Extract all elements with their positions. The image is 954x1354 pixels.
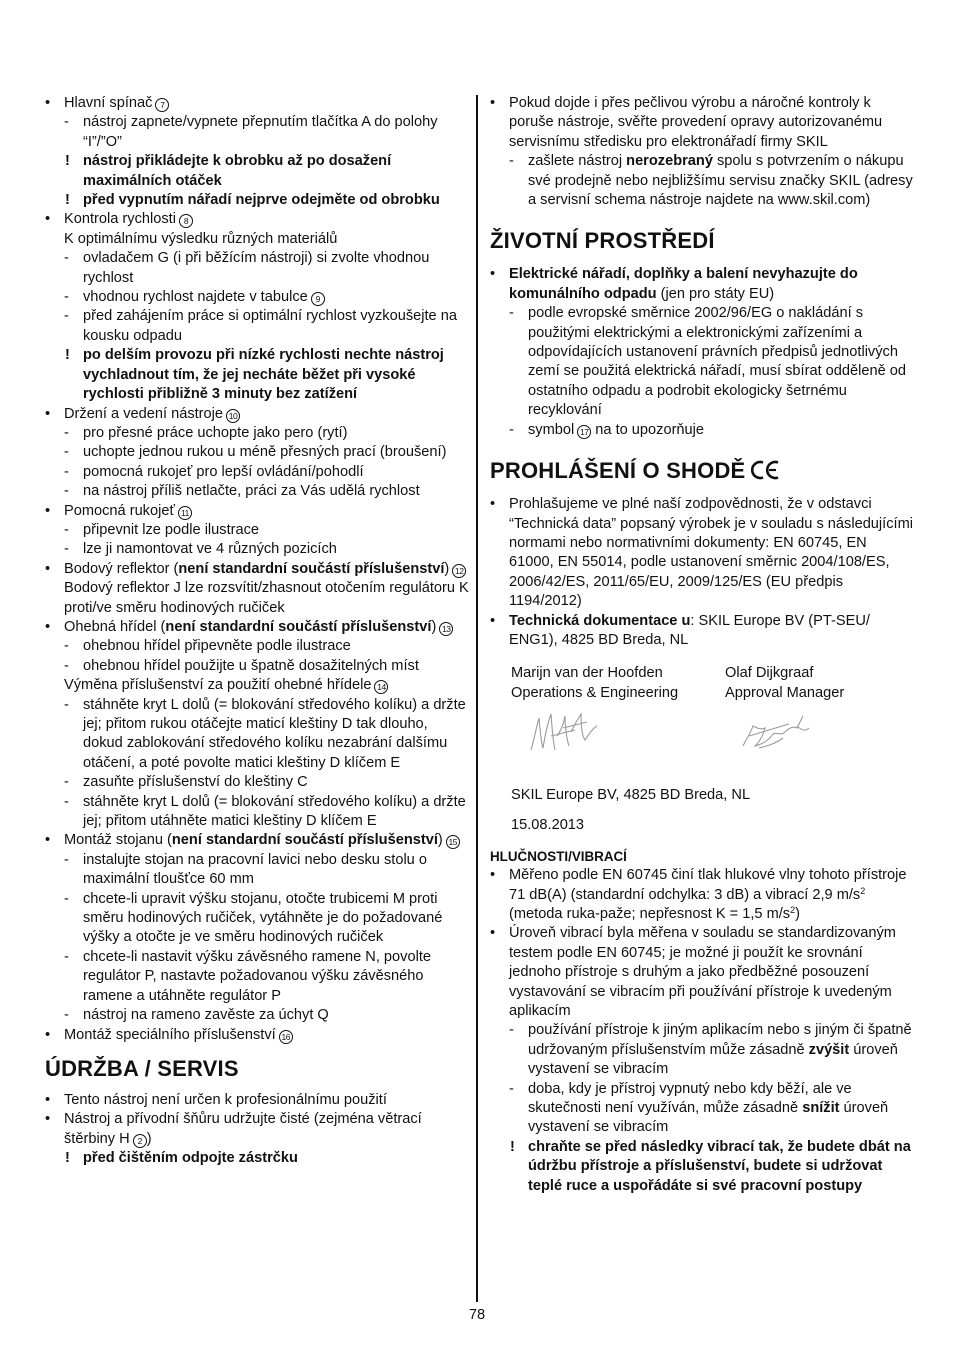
- item-text: symbol: [528, 421, 575, 438]
- list-item-bul: [45, 210, 470, 229]
- signatory-1: [511, 664, 731, 768]
- item-text: stáhněte kryt L dolů (= blokování středového kolíku) a držte jej; přitom utáhněte matici kleštiny D klíčem E: [83, 793, 466, 830]
- list-item-warn: [64, 152, 470, 191]
- item-text: Držení a vedení nástroje: [64, 405, 223, 422]
- item-bold-text: Technická dokumentace u: [509, 612, 691, 629]
- signatory-role: Operations & Engineering: [511, 684, 679, 701]
- list-item-sub: [64, 288, 470, 307]
- signature-2-icon: [737, 706, 817, 762]
- list-item-sub: [64, 307, 470, 346]
- list-item-bul: [45, 405, 470, 424]
- reference-number-icon: 15: [446, 835, 460, 849]
- item-text: Ohebná hřídel (: [64, 618, 166, 635]
- item-text: chcete-li nastavit výšku závěsného ramene N, povolte regulátor P, nastavte požadovanou výšku závěsného ramene a utáhněte regulátor P: [83, 948, 431, 1004]
- item-text: před čištěním odpojte zástrčku: [83, 1150, 298, 1167]
- page-number: 78: [468, 1307, 486, 1323]
- item-text: úroveň vystavení se vibracím: [528, 1100, 889, 1136]
- reference-number-icon: 9: [311, 292, 325, 306]
- reference-number-icon: 16: [279, 1030, 293, 1044]
- list-item-bul: [490, 94, 914, 152]
- reference-number-icon: 17: [577, 425, 591, 439]
- item-text: Úroveň vibrací byla měřena v souladu se standardizovaným testem podle EN 60745; je možné ji použít ke srovnání jednoho přístroje s druhým a jako předběžné posouzení vystavování se vibracím při používání přístroje k uvedeným aplikacím: [509, 925, 896, 1019]
- item-text: pro přesné práce uchopte jako pero (rytí): [83, 424, 348, 441]
- item-text: nástroj zapnete/vypnete přepnutím tlačítka A do polohy “I”/”O”: [83, 114, 438, 150]
- item-text: nástroj přikládejte k obrobku až po dosažení maximálních otáček: [83, 153, 392, 189]
- item-text: ): [444, 560, 450, 577]
- ce-mark-icon: [751, 460, 781, 480]
- signature-1-icon: [527, 706, 607, 762]
- item-text: před vypnutím nářadí nejprve odejměte od obrobku: [83, 192, 440, 209]
- list-item-sub: [64, 521, 470, 540]
- list-item-sub: [64, 948, 470, 1006]
- item-text: uchopte jednou rukou u méně přesných prací (broušení): [83, 444, 447, 461]
- item-text: pomocná rukojeť pro lepší ovládání/pohodlí: [83, 463, 364, 480]
- item-text: doba, kdy je přístroj vypnutý nebo kdy běží, ale ve skutečnosti není využíván, může zásadně: [528, 1080, 852, 1117]
- item-text: ): [437, 832, 443, 849]
- item-text: Hlavní spínač: [64, 95, 153, 111]
- list-item-bul: [490, 866, 914, 924]
- item-text: zasuňte příslušenství do kleštiny C: [83, 774, 308, 791]
- list-item-bul: [45, 831, 470, 850]
- reference-number-icon: 2: [133, 1134, 147, 1148]
- item-text: lze ji namontovat ve 4 různých pozicích: [83, 541, 337, 558]
- service-list: [490, 94, 914, 210]
- list-item-cont: [45, 230, 470, 249]
- item-text: úroveň vystavení se vibracím: [528, 1041, 898, 1078]
- item-text: na to upozorňuje: [591, 421, 705, 438]
- environment-list: [490, 265, 914, 440]
- item-bold-text: zvýšit: [808, 1041, 850, 1058]
- section-title-declaration: [490, 458, 914, 484]
- list-item-sub: [509, 304, 914, 420]
- list-item-sub: [509, 421, 914, 440]
- item-text: chcete-li upravit výšku stojanu, otočte trubicemi M proti směru hodinových ručiček, vytáhněte je do požadované výšky a otočte je ve směru hodinových ručiček: [83, 890, 443, 946]
- signatory-role: Approval Manager: [725, 684, 845, 701]
- item-text: vhodnou rychlost najdete v tabulce: [83, 289, 308, 306]
- item-text: Bodový reflektor J lze rozsvítit/zhasnout otočením regulátoru K proti/ve směru hodinových ručiček: [64, 580, 469, 616]
- item-text: : SKIL Europe BV (PT-SEU/ ENG1), 4825 BD Breda, NL: [509, 612, 870, 648]
- list-item-warn: [64, 346, 470, 404]
- item-text: podle evropské směrnice 2002/96/EG o nakládání s použitými elektrickými a elektronickými zařízeními a odpovídajících ustanovení právních předpisů jednotlivých zemí se použitá elektrická nářadí, musí sbírat odděleně od ostatního odpadu a podrobit ekologicky šetrnému recyklování: [528, 305, 907, 419]
- list-item-bul: [45, 94, 470, 113]
- item-text: nástroj na rameno zavěste za úchyt Q: [83, 1007, 329, 1024]
- list-item-sub: [64, 890, 470, 948]
- item-text: používání přístroje k jiným aplikacím nebo s jiným či špatně udržovaným příslušenstvím může zásadně: [528, 1022, 912, 1058]
- list-item-bul: [490, 495, 914, 611]
- declaration-title-text: PROHLÁŠENÍ O SHODĚ: [490, 458, 746, 484]
- signatory-name: Marijn van der Hoofden: [511, 665, 663, 682]
- item-text: ohebnou hřídel připevněte podle ilustrace: [83, 638, 351, 655]
- left-column: [45, 94, 470, 1169]
- item-bold-text: Elektrické nářadí, doplňky a balení nevyhazujte do komunálního odpadu: [509, 266, 858, 302]
- list-item-cont: [45, 579, 470, 618]
- operation-list: [45, 94, 470, 1045]
- list-item-warn: [64, 1149, 470, 1168]
- list-item-bul: [45, 618, 470, 637]
- right-column: [490, 94, 914, 1196]
- column-divider: [476, 95, 478, 1302]
- item-text: po delším provozu při nízké rychlosti nechte nástroj vychladnout tím, že jej necháte běžet při vysoké rychlosti přibližně 3 minuty bez zatížení: [83, 347, 444, 403]
- list-item-sub: [509, 1021, 914, 1079]
- list-item-bul: [45, 1091, 470, 1110]
- item-text: ovladačem G (i při běžícím nástroji) si zvolte vhodnou rychlost: [83, 250, 430, 286]
- declaration-date: 15.08.2013: [511, 816, 585, 833]
- item-text: spolu s potvrzením o nákupu své prodejně nebo nejbližšímu servisu značky SKIL (adresy a servisní schema nástroje najdete na www.skil.com): [528, 153, 913, 209]
- list-item-warn: [509, 1138, 914, 1196]
- list-item-sub: [64, 540, 470, 559]
- list-item-cont: [45, 676, 470, 695]
- list-item-sub: [64, 424, 470, 443]
- item-text: na nástroj příliš netlačte, práci za Vás udělá rychlost: [83, 483, 420, 500]
- item-bold-text: není standardní součástí příslušenství: [171, 832, 438, 849]
- list-item-sub: [64, 443, 470, 462]
- list-item-sub: [64, 773, 470, 792]
- section-title-environment: ŽIVOTNÍ PROSTŘEDÍ: [490, 228, 715, 254]
- list-item-bul: [490, 924, 914, 1021]
- list-item-sub: [509, 1080, 914, 1138]
- reference-number-icon: 10: [226, 409, 240, 423]
- item-text: před zahájením práce si optimální rychlost vyzkoušejte na kousku odpadu: [83, 308, 457, 344]
- item-bold-text: nerozebraný: [626, 153, 713, 170]
- item-text: Bodový reflektor (: [64, 560, 179, 577]
- item-bold-text: není standardní součástí příslušenství: [178, 560, 445, 577]
- reference-number-icon: 14: [374, 680, 388, 694]
- item-text: K optimálnímu výsledku různých materiálů: [64, 230, 338, 247]
- item-text: zašlete nástroj: [528, 153, 627, 170]
- item-bold-text: snížit: [802, 1100, 840, 1117]
- declaration-list: [490, 495, 914, 650]
- item-text: Výměna příslušenství za použití ohebné hřídele: [64, 677, 372, 694]
- item-text: Prohlašujeme ve plné naší zodpovědnosti, že v odstavci “Technická data” popsaný výrobek je v souladu s následujícími normami nebo normativními dokumenty: EN 60745, EN 61000, EN 55014, podle ustanovení směrnic 2004/108/ES, 2006/42/ES, 2011/65/EU, 2009/125/ES (EU předpis 1194/2012): [509, 496, 913, 610]
- item-text: Montáž stojanu (: [64, 832, 172, 849]
- item-text: ohebnou hřídel použijte u špatně dosažitelných míst: [83, 657, 419, 674]
- item-text: instalujte stojan na pracovní lavici nebo desku stolu o maximální tloušťce 60 mm: [83, 851, 427, 888]
- list-item-bul: [490, 612, 914, 651]
- list-item-bul: [45, 1110, 470, 1149]
- item-text: stáhněte kryt L dolů (= blokování středového kolíku) a držte jej; přitom rukou otáčejte maticí kleštiny D tak dlouho, dokud zablokování středového kolíku nezabrání dalšímu otáčení, a poté povolte matici kleštiny D klíčem E: [83, 696, 466, 771]
- item-text: (jen pro státy EU): [656, 285, 775, 302]
- reference-number-icon: 7: [155, 98, 169, 112]
- list-item-sub: [64, 482, 470, 501]
- item-text: chraňte se před následky vibrací tak, že budete dbát na údržbu přístroje a příslušenství, budete si udržovat teplé ruce a uspořádáte si své pracovní postupy: [528, 1138, 911, 1194]
- reference-number-icon: 13: [439, 622, 453, 636]
- signatory-2: [725, 664, 945, 768]
- list-item-sub: [509, 152, 914, 210]
- item-text: Tento nástroj není určen k profesionálnímu použití: [64, 1091, 387, 1108]
- list-item-sub: [64, 113, 470, 152]
- company-address: SKIL Europe BV, 4825 BD Breda, NL: [511, 787, 751, 804]
- item-text: Pokud dojde i přes pečlivou výrobu a náročné kontroly k poruše nástroje, svěřte provedení opravy autorizovanému servisnímu středisku pro elektronářadí firmy SKIL: [509, 95, 883, 150]
- item-text: ): [431, 618, 437, 635]
- signatory-name: Olaf Dijkgraaf: [725, 665, 814, 682]
- reference-number-icon: 11: [178, 506, 192, 520]
- item-text: ): [146, 1130, 152, 1147]
- item-text: Pomocná rukojeť: [64, 502, 175, 519]
- list-item-warn: [64, 191, 470, 210]
- section-title-noise: HLUČNOSTI/VIBRACÍ: [490, 849, 627, 865]
- list-item-bul: [45, 1026, 470, 1045]
- list-item-bul: [45, 502, 470, 521]
- item-bold-text: není standardní součástí příslušenství: [165, 618, 432, 635]
- reference-number-icon: 12: [452, 564, 466, 578]
- list-item-sub: [64, 463, 470, 482]
- list-item-sub: [64, 793, 470, 832]
- section-title-maintenance: ÚDRŽBA / SERVIS: [45, 1055, 239, 1081]
- list-item-sub: [64, 1006, 470, 1025]
- list-item-bul: [45, 560, 470, 579]
- item-text: připevnit lze podle ilustrace: [83, 521, 260, 538]
- list-item-bul: [490, 265, 914, 304]
- signatories: [511, 664, 914, 754]
- item-text: Montáž speciálního příslušenství: [64, 1026, 276, 1043]
- reference-number-icon: 8: [179, 214, 193, 228]
- list-item-sub: [64, 637, 470, 656]
- list-item-sub: [64, 249, 470, 288]
- list-item-sub: [64, 657, 470, 676]
- item-text: Měřeno podle EN 60745 činí tlak hlukové vlny tohoto přístroje 71 dB(A) (standardní odchylka: 3 dB) a vibrací 2,9 $m/s^2$ (metoda ruka-paže; nepřesnost K = 1,5 $m/s^2$): [509, 867, 907, 922]
- list-item-sub: [64, 696, 470, 774]
- maintenance-list: [45, 1091, 470, 1169]
- item-text: Nástroj a přívodní šňůru udržujte čisté (zejména větrací štěrbiny H: [64, 1111, 422, 1147]
- noise-vibration-list: [490, 866, 914, 1196]
- item-text: Kontrola rychlosti: [64, 211, 176, 228]
- list-item-sub: [64, 851, 470, 890]
